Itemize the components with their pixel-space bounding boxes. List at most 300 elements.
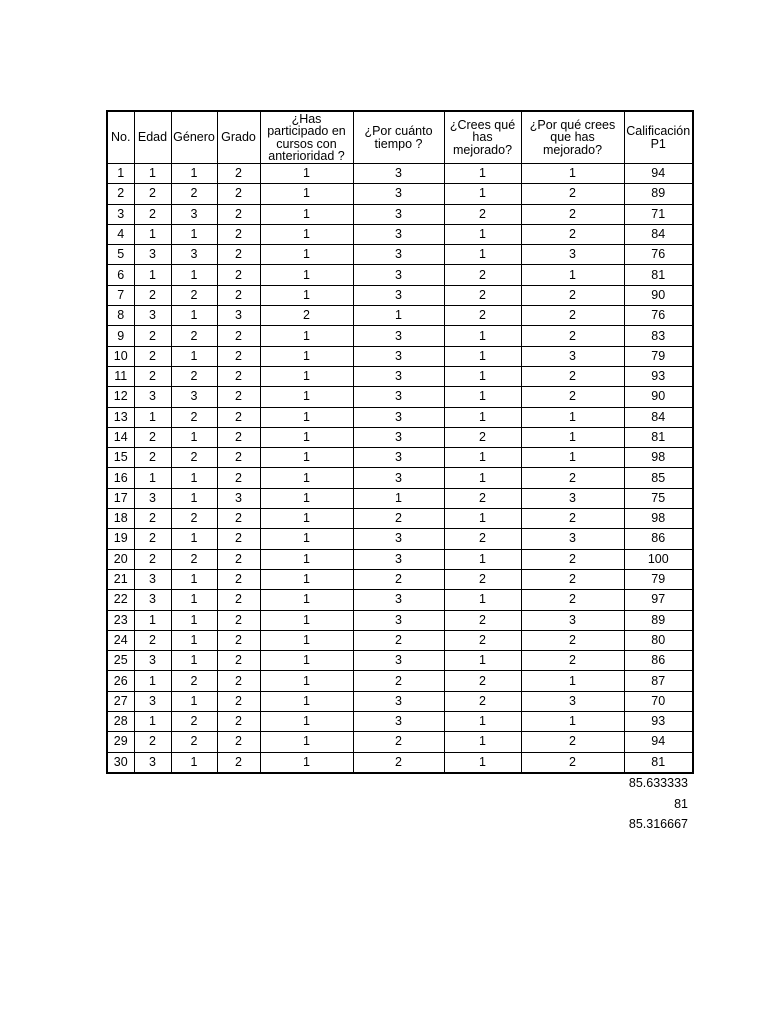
cell-edad: 1 bbox=[134, 164, 171, 184]
cell-tiempo: 3 bbox=[353, 691, 444, 711]
cell-por-que: 3 bbox=[521, 691, 624, 711]
table-row bbox=[107, 752, 693, 773]
cell-grado: 2 bbox=[217, 427, 260, 447]
cell-edad: 1 bbox=[134, 224, 171, 244]
cell-no: 2 bbox=[107, 184, 134, 204]
cell-tiempo: 2 bbox=[353, 509, 444, 529]
cell-mejorado: 1 bbox=[444, 651, 521, 671]
cell-calificacion: 100 bbox=[624, 549, 693, 569]
cell-mejorado: 1 bbox=[444, 448, 521, 468]
table-row bbox=[107, 651, 693, 671]
table-row bbox=[107, 326, 693, 346]
cell-participado: 1 bbox=[260, 569, 353, 589]
header-grado: Grado bbox=[217, 111, 260, 164]
cell-no: 6 bbox=[107, 265, 134, 285]
table-row bbox=[107, 387, 693, 407]
cell-genero: 1 bbox=[171, 752, 217, 773]
cell-participado: 1 bbox=[260, 488, 353, 508]
cell-grado: 3 bbox=[217, 306, 260, 326]
cell-por-que: 1 bbox=[521, 671, 624, 691]
cell-participado: 1 bbox=[260, 509, 353, 529]
cell-participado: 1 bbox=[260, 549, 353, 569]
cell-tiempo: 3 bbox=[353, 427, 444, 447]
cell-edad: 2 bbox=[134, 529, 171, 549]
cell-no: 17 bbox=[107, 488, 134, 508]
header-por-que: ¿Por qué crees que has mejorado? bbox=[521, 111, 624, 164]
cell-no: 12 bbox=[107, 387, 134, 407]
cell-no: 9 bbox=[107, 326, 134, 346]
cell-mejorado: 1 bbox=[444, 732, 521, 752]
table-row bbox=[107, 509, 693, 529]
cell-genero: 2 bbox=[171, 732, 217, 752]
header-calificacion: Calificación P1 bbox=[624, 111, 693, 164]
cell-grado: 2 bbox=[217, 671, 260, 691]
cell-grado: 2 bbox=[217, 529, 260, 549]
cell-por-que: 2 bbox=[521, 732, 624, 752]
header-no: No. bbox=[107, 111, 134, 164]
cell-tiempo: 3 bbox=[353, 224, 444, 244]
cell-genero: 1 bbox=[171, 468, 217, 488]
cell-genero: 1 bbox=[171, 590, 217, 610]
cell-por-que: 2 bbox=[521, 651, 624, 671]
table-row bbox=[107, 691, 693, 711]
cell-edad: 3 bbox=[134, 752, 171, 773]
cell-tiempo: 3 bbox=[353, 549, 444, 569]
table-row bbox=[107, 569, 693, 589]
cell-tiempo: 2 bbox=[353, 630, 444, 650]
summary-mean: 85.633333 bbox=[628, 776, 688, 790]
cell-grado: 2 bbox=[217, 712, 260, 732]
cell-mejorado: 1 bbox=[444, 366, 521, 386]
cell-genero: 2 bbox=[171, 326, 217, 346]
cell-por-que: 2 bbox=[521, 326, 624, 346]
cell-mejorado: 1 bbox=[444, 549, 521, 569]
cell-no: 1 bbox=[107, 164, 134, 184]
cell-participado: 1 bbox=[260, 184, 353, 204]
cell-participado: 1 bbox=[260, 245, 353, 265]
cell-mejorado: 1 bbox=[444, 346, 521, 366]
cell-no: 3 bbox=[107, 204, 134, 224]
cell-genero: 2 bbox=[171, 549, 217, 569]
cell-edad: 2 bbox=[134, 366, 171, 386]
cell-participado: 1 bbox=[260, 610, 353, 630]
table-row bbox=[107, 164, 693, 184]
cell-mejorado: 1 bbox=[444, 468, 521, 488]
cell-tiempo: 3 bbox=[353, 326, 444, 346]
cell-participado: 1 bbox=[260, 448, 353, 468]
cell-no: 20 bbox=[107, 549, 134, 569]
cell-no: 11 bbox=[107, 366, 134, 386]
summary-median: 81 bbox=[674, 797, 688, 811]
cell-tiempo: 2 bbox=[353, 671, 444, 691]
cell-grado: 2 bbox=[217, 752, 260, 773]
cell-edad: 1 bbox=[134, 407, 171, 427]
cell-edad: 2 bbox=[134, 184, 171, 204]
cell-no: 19 bbox=[107, 529, 134, 549]
cell-grado: 2 bbox=[217, 448, 260, 468]
cell-mejorado: 1 bbox=[444, 326, 521, 346]
cell-calificacion: 76 bbox=[624, 245, 693, 265]
cell-grado: 2 bbox=[217, 610, 260, 630]
cell-calificacion: 79 bbox=[624, 346, 693, 366]
cell-genero: 2 bbox=[171, 712, 217, 732]
cell-mejorado: 2 bbox=[444, 285, 521, 305]
cell-no: 28 bbox=[107, 712, 134, 732]
cell-tiempo: 3 bbox=[353, 712, 444, 732]
cell-genero: 2 bbox=[171, 285, 217, 305]
cell-calificacion: 79 bbox=[624, 569, 693, 589]
cell-participado: 1 bbox=[260, 265, 353, 285]
cell-participado: 1 bbox=[260, 712, 353, 732]
cell-calificacion: 84 bbox=[624, 407, 693, 427]
cell-edad: 1 bbox=[134, 468, 171, 488]
cell-participado: 1 bbox=[260, 164, 353, 184]
cell-edad: 2 bbox=[134, 427, 171, 447]
cell-participado: 1 bbox=[260, 326, 353, 346]
cell-calificacion: 89 bbox=[624, 184, 693, 204]
cell-por-que: 2 bbox=[521, 569, 624, 589]
header-row bbox=[107, 111, 693, 164]
cell-por-que: 2 bbox=[521, 752, 624, 773]
cell-genero: 2 bbox=[171, 407, 217, 427]
cell-por-que: 1 bbox=[521, 448, 624, 468]
cell-por-que: 1 bbox=[521, 164, 624, 184]
cell-tiempo: 3 bbox=[353, 651, 444, 671]
cell-no: 25 bbox=[107, 651, 134, 671]
cell-grado: 2 bbox=[217, 569, 260, 589]
cell-no: 23 bbox=[107, 610, 134, 630]
cell-por-que: 3 bbox=[521, 346, 624, 366]
cell-calificacion: 98 bbox=[624, 509, 693, 529]
cell-no: 7 bbox=[107, 285, 134, 305]
cell-por-que: 3 bbox=[521, 488, 624, 508]
cell-genero: 1 bbox=[171, 691, 217, 711]
cell-genero: 1 bbox=[171, 164, 217, 184]
cell-grado: 2 bbox=[217, 549, 260, 569]
cell-genero: 1 bbox=[171, 651, 217, 671]
cell-grado: 2 bbox=[217, 265, 260, 285]
cell-grado: 2 bbox=[217, 164, 260, 184]
cell-genero: 3 bbox=[171, 387, 217, 407]
cell-participado: 1 bbox=[260, 691, 353, 711]
cell-participado: 1 bbox=[260, 590, 353, 610]
cell-genero: 3 bbox=[171, 245, 217, 265]
cell-mejorado: 2 bbox=[444, 630, 521, 650]
cell-por-que: 2 bbox=[521, 306, 624, 326]
cell-participado: 1 bbox=[260, 671, 353, 691]
cell-por-que: 1 bbox=[521, 712, 624, 732]
cell-grado: 2 bbox=[217, 366, 260, 386]
table-row bbox=[107, 468, 693, 488]
cell-no: 30 bbox=[107, 752, 134, 773]
cell-genero: 1 bbox=[171, 306, 217, 326]
cell-calificacion: 94 bbox=[624, 164, 693, 184]
cell-mejorado: 1 bbox=[444, 590, 521, 610]
table-row bbox=[107, 407, 693, 427]
cell-calificacion: 98 bbox=[624, 448, 693, 468]
table-row bbox=[107, 732, 693, 752]
cell-edad: 3 bbox=[134, 569, 171, 589]
cell-por-que: 1 bbox=[521, 427, 624, 447]
data-table bbox=[106, 110, 694, 774]
cell-calificacion: 89 bbox=[624, 610, 693, 630]
cell-mejorado: 2 bbox=[444, 427, 521, 447]
cell-calificacion: 97 bbox=[624, 590, 693, 610]
cell-participado: 1 bbox=[260, 529, 353, 549]
cell-genero: 2 bbox=[171, 509, 217, 529]
cell-mejorado: 1 bbox=[444, 164, 521, 184]
cell-por-que: 1 bbox=[521, 407, 624, 427]
cell-tiempo: 3 bbox=[353, 529, 444, 549]
cell-calificacion: 84 bbox=[624, 224, 693, 244]
cell-no: 29 bbox=[107, 732, 134, 752]
cell-calificacion: 70 bbox=[624, 691, 693, 711]
cell-calificacion: 94 bbox=[624, 732, 693, 752]
cell-tiempo: 3 bbox=[353, 366, 444, 386]
table-row bbox=[107, 366, 693, 386]
cell-mejorado: 2 bbox=[444, 204, 521, 224]
cell-mejorado: 2 bbox=[444, 569, 521, 589]
cell-grado: 2 bbox=[217, 590, 260, 610]
cell-mejorado: 2 bbox=[444, 306, 521, 326]
cell-genero: 1 bbox=[171, 346, 217, 366]
cell-no: 18 bbox=[107, 509, 134, 529]
cell-por-que: 2 bbox=[521, 285, 624, 305]
cell-genero: 1 bbox=[171, 488, 217, 508]
cell-edad: 3 bbox=[134, 245, 171, 265]
table-row bbox=[107, 265, 693, 285]
cell-edad: 1 bbox=[134, 265, 171, 285]
cell-participado: 1 bbox=[260, 224, 353, 244]
cell-grado: 2 bbox=[217, 204, 260, 224]
cell-grado: 2 bbox=[217, 468, 260, 488]
cell-calificacion: 81 bbox=[624, 752, 693, 773]
cell-tiempo: 2 bbox=[353, 752, 444, 773]
table-row bbox=[107, 712, 693, 732]
cell-grado: 3 bbox=[217, 488, 260, 508]
cell-por-que: 3 bbox=[521, 245, 624, 265]
cell-participado: 1 bbox=[260, 468, 353, 488]
cell-por-que: 3 bbox=[521, 529, 624, 549]
cell-por-que: 2 bbox=[521, 509, 624, 529]
header-tiempo: ¿Por cuánto tiempo ? bbox=[353, 111, 444, 164]
cell-edad: 2 bbox=[134, 549, 171, 569]
cell-genero: 3 bbox=[171, 204, 217, 224]
cell-calificacion: 71 bbox=[624, 204, 693, 224]
cell-mejorado: 2 bbox=[444, 488, 521, 508]
table-row bbox=[107, 590, 693, 610]
cell-genero: 1 bbox=[171, 610, 217, 630]
table-row bbox=[107, 245, 693, 265]
cell-genero: 2 bbox=[171, 366, 217, 386]
cell-grado: 2 bbox=[217, 407, 260, 427]
cell-mejorado: 2 bbox=[444, 265, 521, 285]
cell-participado: 1 bbox=[260, 630, 353, 650]
cell-calificacion: 90 bbox=[624, 387, 693, 407]
cell-edad: 2 bbox=[134, 285, 171, 305]
cell-edad: 2 bbox=[134, 509, 171, 529]
cell-edad: 3 bbox=[134, 590, 171, 610]
cell-calificacion: 75 bbox=[624, 488, 693, 508]
cell-edad: 3 bbox=[134, 306, 171, 326]
cell-edad: 1 bbox=[134, 610, 171, 630]
cell-tiempo: 3 bbox=[353, 184, 444, 204]
cell-tiempo: 3 bbox=[353, 346, 444, 366]
cell-tiempo: 3 bbox=[353, 610, 444, 630]
header-edad: Edad bbox=[134, 111, 171, 164]
cell-no: 8 bbox=[107, 306, 134, 326]
cell-tiempo: 3 bbox=[353, 204, 444, 224]
cell-tiempo: 3 bbox=[353, 407, 444, 427]
cell-grado: 2 bbox=[217, 346, 260, 366]
cell-grado: 2 bbox=[217, 732, 260, 752]
cell-grado: 2 bbox=[217, 509, 260, 529]
cell-participado: 1 bbox=[260, 732, 353, 752]
cell-tiempo: 3 bbox=[353, 265, 444, 285]
cell-edad: 2 bbox=[134, 326, 171, 346]
cell-edad: 2 bbox=[134, 630, 171, 650]
cell-calificacion: 83 bbox=[624, 326, 693, 346]
cell-mejorado: 1 bbox=[444, 509, 521, 529]
cell-tiempo: 1 bbox=[353, 488, 444, 508]
cell-participado: 1 bbox=[260, 387, 353, 407]
cell-participado: 2 bbox=[260, 306, 353, 326]
table-row bbox=[107, 549, 693, 569]
cell-genero: 2 bbox=[171, 448, 217, 468]
cell-grado: 2 bbox=[217, 651, 260, 671]
cell-calificacion: 90 bbox=[624, 285, 693, 305]
cell-tiempo: 3 bbox=[353, 245, 444, 265]
cell-por-que: 3 bbox=[521, 610, 624, 630]
cell-calificacion: 76 bbox=[624, 306, 693, 326]
table-row bbox=[107, 224, 693, 244]
cell-por-que: 1 bbox=[521, 265, 624, 285]
cell-no: 15 bbox=[107, 448, 134, 468]
cell-tiempo: 3 bbox=[353, 590, 444, 610]
cell-calificacion: 80 bbox=[624, 630, 693, 650]
table-row bbox=[107, 285, 693, 305]
cell-no: 10 bbox=[107, 346, 134, 366]
cell-mejorado: 2 bbox=[444, 610, 521, 630]
cell-edad: 2 bbox=[134, 732, 171, 752]
cell-calificacion: 85 bbox=[624, 468, 693, 488]
cell-por-que: 2 bbox=[521, 204, 624, 224]
table-row bbox=[107, 448, 693, 468]
cell-participado: 1 bbox=[260, 651, 353, 671]
table-row bbox=[107, 630, 693, 650]
cell-grado: 2 bbox=[217, 387, 260, 407]
cell-calificacion: 86 bbox=[624, 651, 693, 671]
cell-edad: 1 bbox=[134, 712, 171, 732]
cell-mejorado: 2 bbox=[444, 691, 521, 711]
cell-tiempo: 2 bbox=[353, 569, 444, 589]
cell-grado: 2 bbox=[217, 285, 260, 305]
cell-mejorado: 1 bbox=[444, 407, 521, 427]
cell-no: 5 bbox=[107, 245, 134, 265]
cell-por-que: 2 bbox=[521, 366, 624, 386]
header-mejorado: ¿Crees qué has mejorado? bbox=[444, 111, 521, 164]
cell-grado: 2 bbox=[217, 630, 260, 650]
cell-por-que: 2 bbox=[521, 549, 624, 569]
table-row bbox=[107, 184, 693, 204]
cell-genero: 1 bbox=[171, 224, 217, 244]
cell-tiempo: 3 bbox=[353, 387, 444, 407]
cell-por-que: 2 bbox=[521, 184, 624, 204]
cell-genero: 2 bbox=[171, 184, 217, 204]
cell-genero: 1 bbox=[171, 265, 217, 285]
table-row bbox=[107, 306, 693, 326]
cell-genero: 1 bbox=[171, 630, 217, 650]
cell-no: 14 bbox=[107, 427, 134, 447]
header-genero: Género bbox=[171, 111, 217, 164]
cell-edad: 3 bbox=[134, 691, 171, 711]
cell-no: 4 bbox=[107, 224, 134, 244]
cell-por-que: 2 bbox=[521, 630, 624, 650]
cell-tiempo: 2 bbox=[353, 732, 444, 752]
cell-mejorado: 2 bbox=[444, 671, 521, 691]
cell-por-que: 2 bbox=[521, 224, 624, 244]
cell-edad: 2 bbox=[134, 448, 171, 468]
table-row bbox=[107, 529, 693, 549]
cell-edad: 2 bbox=[134, 204, 171, 224]
cell-no: 13 bbox=[107, 407, 134, 427]
cell-participado: 1 bbox=[260, 407, 353, 427]
cell-por-que: 2 bbox=[521, 387, 624, 407]
cell-por-que: 2 bbox=[521, 590, 624, 610]
cell-no: 22 bbox=[107, 590, 134, 610]
cell-por-que: 2 bbox=[521, 468, 624, 488]
cell-tiempo: 3 bbox=[353, 164, 444, 184]
cell-no: 16 bbox=[107, 468, 134, 488]
cell-no: 24 bbox=[107, 630, 134, 650]
cell-no: 27 bbox=[107, 691, 134, 711]
table-row bbox=[107, 671, 693, 691]
cell-edad: 1 bbox=[134, 671, 171, 691]
cell-calificacion: 86 bbox=[624, 529, 693, 549]
cell-calificacion: 81 bbox=[624, 265, 693, 285]
cell-grado: 2 bbox=[217, 245, 260, 265]
cell-grado: 2 bbox=[217, 224, 260, 244]
cell-calificacion: 93 bbox=[624, 366, 693, 386]
cell-mejorado: 2 bbox=[444, 529, 521, 549]
cell-tiempo: 3 bbox=[353, 285, 444, 305]
cell-mejorado: 1 bbox=[444, 245, 521, 265]
cell-grado: 2 bbox=[217, 691, 260, 711]
cell-edad: 2 bbox=[134, 346, 171, 366]
cell-no: 21 bbox=[107, 569, 134, 589]
summary-value3: 85.316667 bbox=[628, 817, 688, 831]
cell-participado: 1 bbox=[260, 752, 353, 773]
cell-tiempo: 3 bbox=[353, 448, 444, 468]
cell-calificacion: 87 bbox=[624, 671, 693, 691]
cell-genero: 2 bbox=[171, 671, 217, 691]
cell-genero: 1 bbox=[171, 529, 217, 549]
cell-grado: 2 bbox=[217, 326, 260, 346]
cell-mejorado: 1 bbox=[444, 184, 521, 204]
cell-calificacion: 93 bbox=[624, 712, 693, 732]
cell-mejorado: 1 bbox=[444, 752, 521, 773]
cell-genero: 1 bbox=[171, 427, 217, 447]
cell-tiempo: 3 bbox=[353, 468, 444, 488]
cell-edad: 3 bbox=[134, 387, 171, 407]
cell-participado: 1 bbox=[260, 204, 353, 224]
table-row bbox=[107, 610, 693, 630]
table-row bbox=[107, 427, 693, 447]
cell-calificacion: 81 bbox=[624, 427, 693, 447]
table-row bbox=[107, 204, 693, 224]
cell-tiempo: 1 bbox=[353, 306, 444, 326]
header-participado: ¿Has participado en cursos con anterioridad ? bbox=[260, 111, 353, 164]
